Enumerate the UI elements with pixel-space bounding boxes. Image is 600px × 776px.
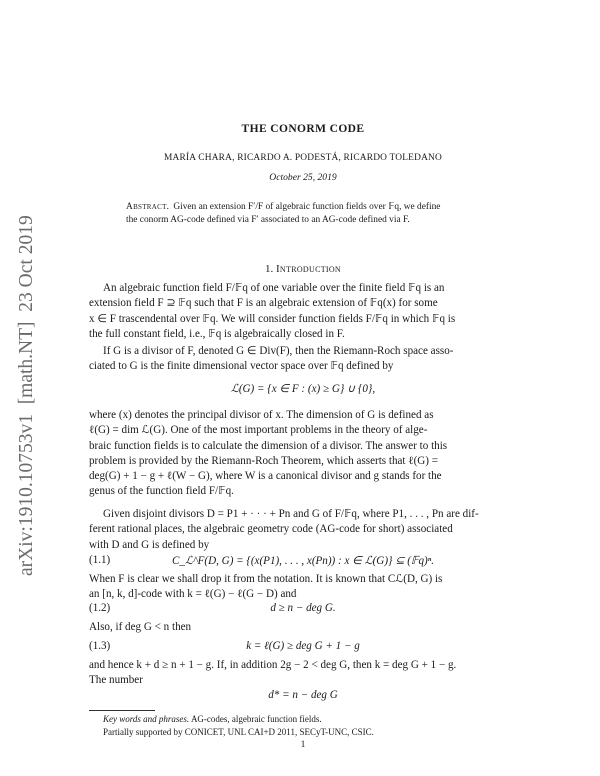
paragraph-3: where (x) denotes the principal divisor of x. The dimension of G is defined as ℓ(G) = dim ℒ(G). One of the most important problems in the theory of alge- braic function fields is to calculate the dimension of a divisor. The answer to this problem is provided by the Riemann-Roch Theorem, which asserts that ℓ(G) = deg(G) + 1 − g + ℓ(W − G), where W is a canonical divisor and g stands for the genus of the function field F/𝔽q. — [89, 409, 448, 498]
keywords-label: Key words and phrases. — [103, 714, 190, 724]
abstract-line-1: Abstract. Given an extension F′/F of algebraic function fields over 𝔽q, we define — [126, 202, 441, 212]
section-title: Introduction — [275, 263, 342, 275]
keywords-footnote — [103, 714, 322, 724]
paragraph-5: When F is clear we shall drop it from the notation. It is known that Cℒ(D, G) is an [n, k, d]-code with k = ℓ(G) − ℓ(G − D) and — [89, 573, 443, 601]
section-heading — [89, 263, 517, 275]
support-footnote: Partially supported by CONICET, UNL CAI+D 2011, SECyT-UNC, CSIC. — [103, 727, 374, 737]
paragraph-2: If G is a divisor of F, denoted G ∈ Div(F), then the Riemann-Roch space asso- ciated to G is the finite dimensional vector space over 𝔽q defined by — [89, 345, 454, 373]
author-list: MARÍA CHARA, RICARDO A. PODESTÁ, RICARDO TOLEDANO — [164, 153, 442, 163]
riemann-roch-space-definition: ℒ(G) = {x ∈ F : (x) ≥ G} ∪ {0}, — [230, 383, 376, 395]
equation-expression: C_ℒ^F(D, G) = {(x(P1), . . . , x(Pn)) : x ∈ ℒ(G)} ⊆ (𝔽q)ⁿ. — [172, 555, 434, 567]
section-number: 1. — [264, 263, 274, 275]
paper-date: October 25, 2019 — [269, 172, 337, 183]
equation-expression: k = ℓ(G) ≥ deg G + 1 − g — [246, 640, 360, 652]
paper-title: THE CONORM CODE — [241, 123, 365, 135]
designed-distance-formula: d* = n − deg G — [268, 689, 338, 701]
abstract-line-2: the conorm AG-code defined via F′ associated to an AG-code defined via F. — [126, 215, 410, 225]
equation-expression: d ≥ n − deg G. — [270, 602, 336, 614]
equation-number: (1.1) — [89, 554, 111, 566]
arxiv-identifier: arXiv:1910.10753v1 [math.NT] 23 Oct 2019 — [16, 215, 37, 576]
paragraph-6: Also, if deg G < n then — [89, 621, 192, 633]
arxiv-side-stamp — [6, 0, 40, 776]
keywords-text: AG-codes, algebraic function fields. — [190, 714, 322, 724]
equation-number: (1.3) — [89, 640, 111, 652]
abstract-label: Abstract. — [126, 202, 170, 212]
paragraph-7: and hence k + d ≥ n + 1 − g. If, in addition 2g − 2 < deg G, then k = deg G + 1 − g. The number — [89, 659, 457, 687]
abstract — [126, 201, 488, 227]
footnote-rule — [89, 710, 155, 711]
page-number: 1 — [300, 740, 306, 750]
equation-number: (1.2) — [89, 602, 111, 614]
paragraph-4: Given disjoint divisors D = P1 + · · · + Pn and G of F/𝔽q, where P1, . . . , Pn are dif- ferent rational places, the algebraic geometry code (AG-code for short) associated with D and G is defined by — [89, 508, 479, 551]
paragraph-1: An algebraic function field F/𝔽q of one variable over the finite field 𝔽q is an extension field F ⊇ 𝔽q such that F is an algebraic extension of 𝔽q(x) for some x ∈ F trascendental over 𝔽q. We will consider function fields F/𝔽q in which 𝔽q is the full constant field, i.e., 𝔽q is algebraically closed in F. — [89, 282, 456, 340]
